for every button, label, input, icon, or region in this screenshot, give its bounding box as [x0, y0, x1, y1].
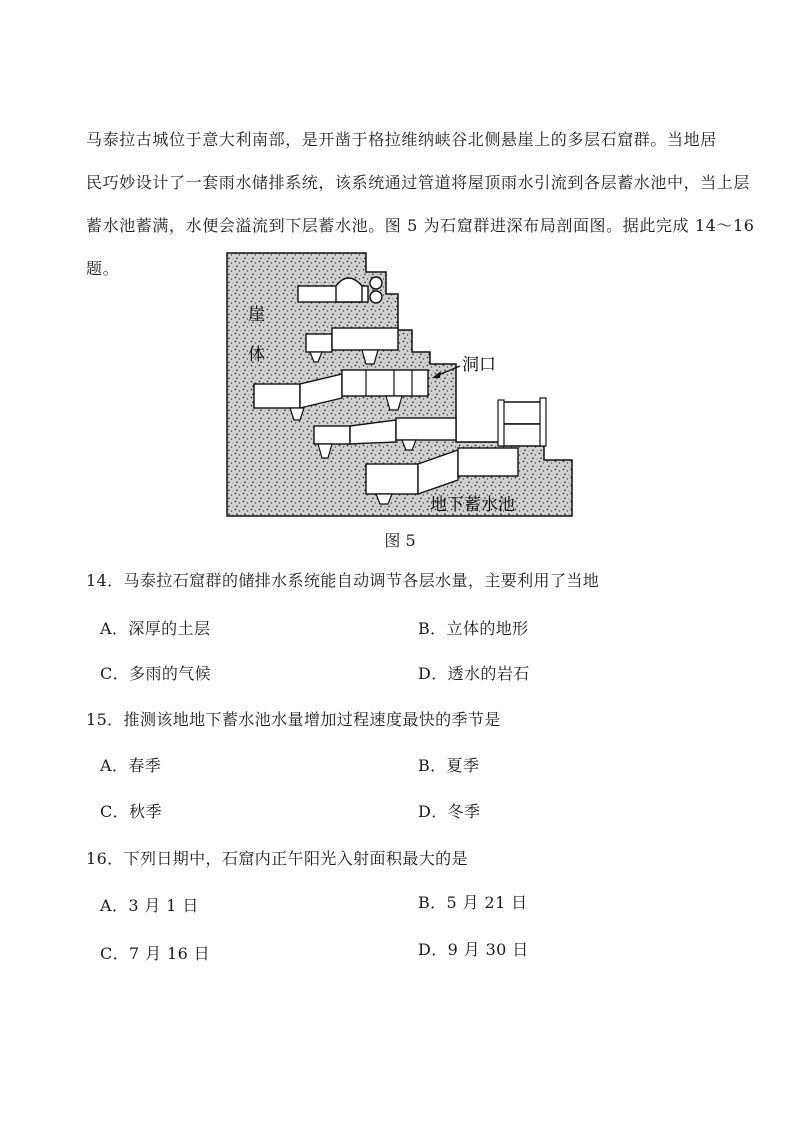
- q15-option-d: D．冬季: [418, 802, 481, 821]
- q15-option-a: A．春季: [100, 756, 162, 775]
- q16-option-c: C．7 月 16 日: [100, 944, 211, 963]
- q14-option-b: B．立体的地形: [418, 619, 529, 638]
- q16-option-d: D．9 月 30 日: [418, 940, 529, 959]
- q14-option-c: C．多雨的气候: [100, 664, 212, 683]
- question-15-stem: 15．推测该地地下蓄水池水量增加过程速度最快的季节是: [86, 710, 501, 729]
- cave-section-diagram: [226, 252, 578, 518]
- intro-line: 蓄水池蓄满，水便会溢流到下层蓄水池。图 5 为石窟群进深布局剖面图。据此完成 14～16 题。: [86, 216, 755, 278]
- label-cave-mouth: 洞口: [462, 355, 496, 375]
- label-cliff-2: 体: [248, 345, 265, 365]
- figure-caption: 图 5: [384, 531, 416, 550]
- question-14-stem: 14．马泰拉石窟群的储排水系统能自动调节各层水量，主要利用了当地: [86, 571, 600, 590]
- label-cliff-1: 崖: [248, 305, 265, 325]
- intro-line: 马泰拉古城位于意大利南部，是开凿于格拉维纳峡谷北侧悬崖上的多层石窟群。当地居: [86, 130, 717, 149]
- q16-option-a: A．3 月 1 日: [100, 896, 199, 915]
- q14-option-d: D．透水的岩石: [418, 664, 530, 683]
- q16-option-b: B．5 月 21 日: [418, 893, 528, 912]
- figure-5-cross-section: [226, 252, 578, 518]
- intro-line: 民巧妙设计了一套雨水储排系统，该系统通过管道将屋顶雨水引流到各层蓄水池中，当上层: [86, 173, 751, 192]
- q15-option-b: B．夏季: [418, 756, 480, 775]
- q15-option-c: C．秋季: [100, 802, 162, 821]
- q14-option-a: A．深厚的土层: [100, 619, 211, 638]
- question-16-stem: 16．下列日期中，石窟内正午阳光入射面积最大的是: [86, 849, 468, 868]
- label-reservoir: 地下蓄水池: [430, 495, 515, 515]
